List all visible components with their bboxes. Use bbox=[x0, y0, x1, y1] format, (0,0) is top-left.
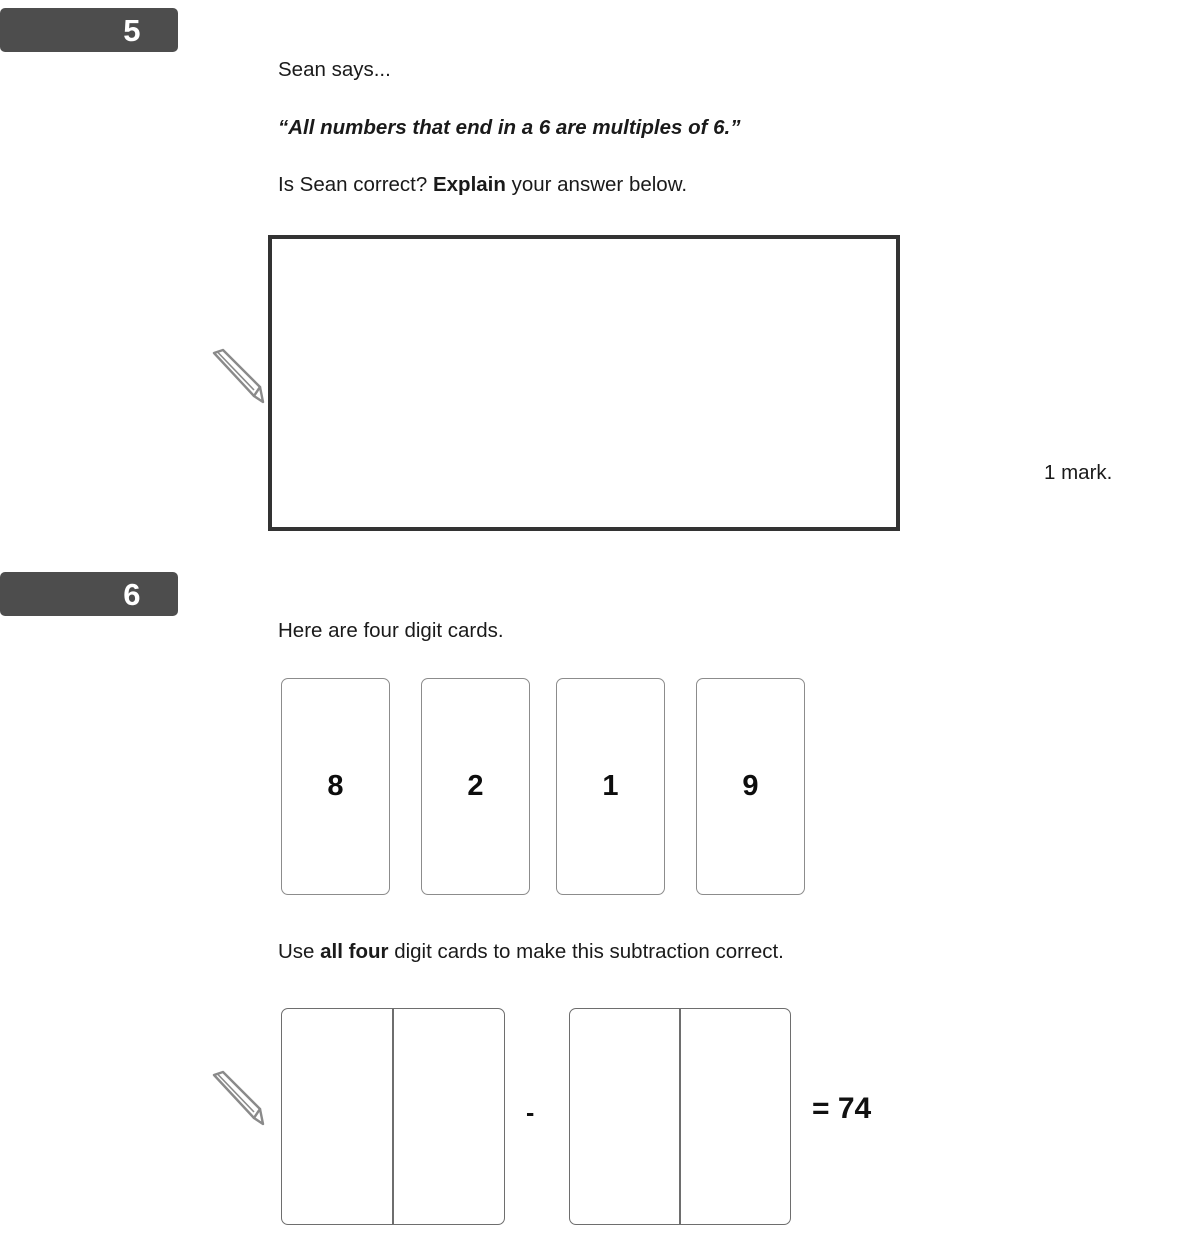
subtrahend-box-pair bbox=[569, 1008, 791, 1225]
question-5-prompt-part-2: your answer below. bbox=[505, 173, 688, 196]
pencil-icon bbox=[206, 346, 268, 408]
digit-card-value: 9 bbox=[742, 770, 759, 802]
pencil-icon bbox=[206, 1068, 268, 1130]
subtrahend-tens-box[interactable] bbox=[569, 1008, 680, 1225]
digit-card-value: 8 bbox=[327, 770, 344, 802]
question-5-prompt-emphasis: Explain bbox=[432, 173, 506, 196]
digit-card[interactable] bbox=[421, 678, 530, 895]
question-5-marks-label: 1 mark. bbox=[1044, 461, 1113, 484]
question-6-instruction-emphasis: all four bbox=[320, 940, 389, 963]
minuend-ones-box[interactable] bbox=[393, 1008, 505, 1225]
question-number-6: 6 bbox=[123, 576, 141, 612]
minuend-tens-box[interactable] bbox=[281, 1008, 393, 1225]
question-number-badge-6 bbox=[0, 572, 178, 616]
question-5-quote-text: “All numbers that end in a 6 are multiples of 6.” bbox=[278, 116, 741, 139]
question-6-intro-text: Here are four digit cards. bbox=[278, 619, 504, 642]
question-5-prompt-text bbox=[278, 172, 687, 198]
question-number-5: 5 bbox=[123, 12, 141, 48]
question-number-badge-5 bbox=[0, 8, 178, 52]
question-6-instruction-part-2: digit cards to make this subtraction correct. bbox=[388, 940, 784, 963]
question-5-intro-text: Sean says... bbox=[278, 58, 391, 81]
subtraction-operator: - bbox=[526, 1099, 535, 1127]
question-6-instruction-part-1: Use bbox=[278, 940, 321, 963]
digit-card[interactable] bbox=[556, 678, 665, 895]
minuend-box-pair bbox=[281, 1008, 505, 1225]
subtrahend-ones-box[interactable] bbox=[680, 1008, 791, 1225]
digit-card[interactable] bbox=[696, 678, 805, 895]
subtraction-result: = 74 bbox=[812, 1092, 872, 1125]
question-5-prompt-part-1: Is Sean correct? bbox=[278, 173, 433, 196]
digit-card-value: 2 bbox=[467, 770, 484, 802]
question-6-instruction-text bbox=[278, 939, 784, 965]
digit-card[interactable] bbox=[281, 678, 390, 895]
digit-card-value: 1 bbox=[602, 770, 619, 802]
question-5-answer-box[interactable] bbox=[268, 235, 900, 531]
